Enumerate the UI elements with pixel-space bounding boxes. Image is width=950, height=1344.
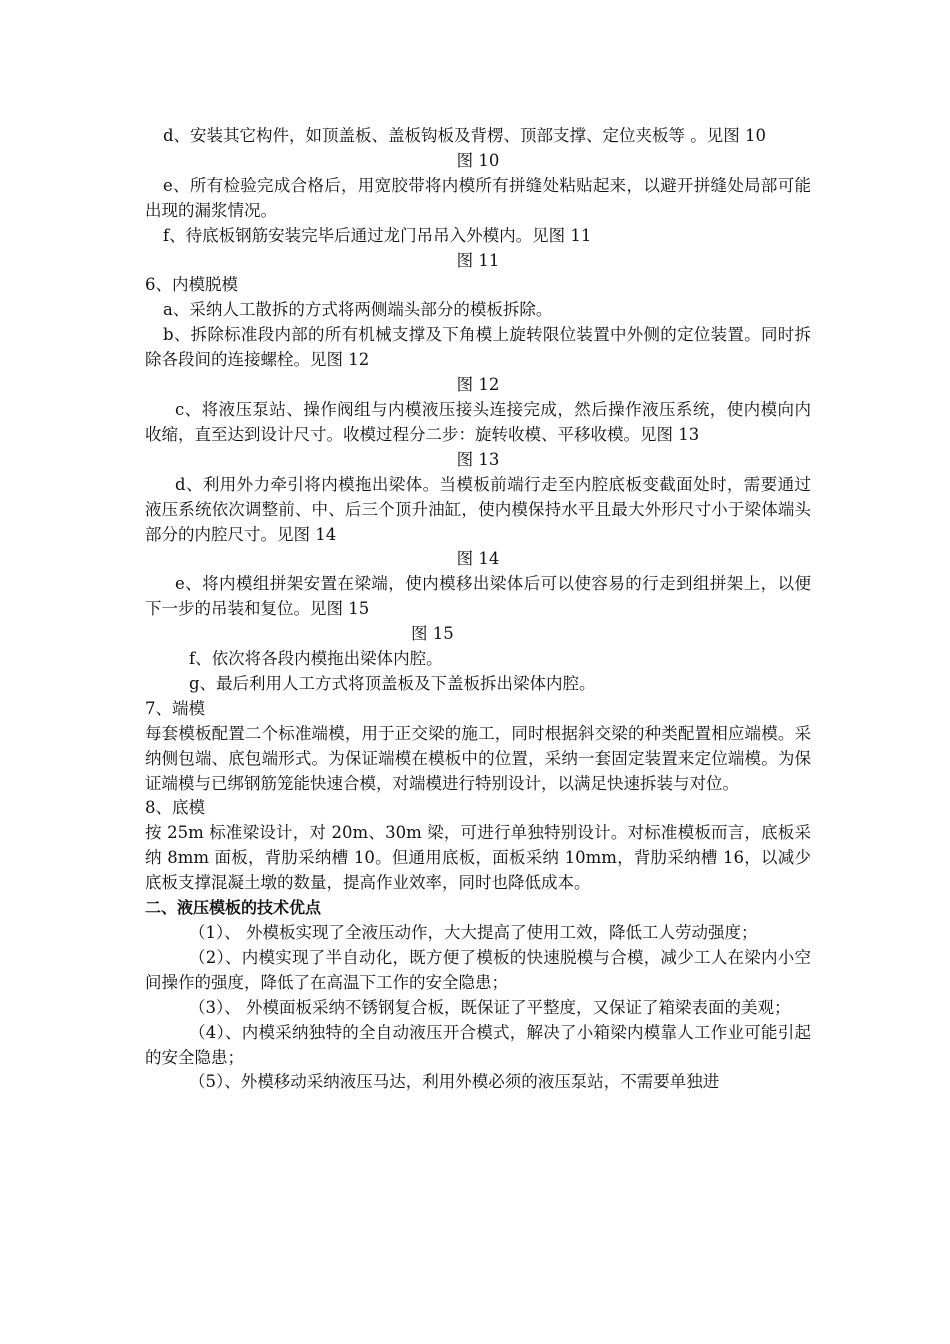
figure-caption-12: 图 12 <box>456 375 500 395</box>
para-f-drag-segments: f、依次将各段内模拖出梁体内腔。 <box>189 649 443 669</box>
section-heading-advantages: 二、液压模板的技术优点 <box>145 898 322 918</box>
para-g-remove-plates: g、最后利用人工方式将顶盖板及下盖板拆出梁体内腔。 <box>189 673 596 693</box>
advantage-1: （1）、 外模板实现了全液压动作，大大提高了使用工效，降低工人劳动强度； <box>189 923 758 942</box>
advantage-5: （5）、外模移动采纳液压马达，利用外模必须的液压泵站，不需要单独进 <box>189 1072 720 1092</box>
para-a-manual-removal: a、采纳人工散拆的方式将两侧端头部分的模板拆除。 <box>163 300 553 320</box>
advantage-2: （2）、内模实现了半自动化，既方便了模板的快速脱模与合模，减少工人在梁内小空间操作的强度，降低了在高温下工作的安全隐患； <box>145 947 811 992</box>
para-c-hydraulic-retract: c、将液压泵站、操作阀组与内模液压接头连接完成，然后操作液压系统，使内模向内收缩，直至达到设计尺寸。收模过程分二步：旋转收模、平移收模。见图 13 <box>145 399 811 444</box>
figure-caption-15: 图 15 <box>411 624 454 644</box>
para-b-remove-supports: b、拆除标准段内部的所有机械支撑及下角模上旋转限位装置中外侧的定位装置。同时拆除各段间的连接螺栓。见图 12 <box>145 325 811 370</box>
figure-caption-14: 图 14 <box>456 549 500 569</box>
para-end-form: 每套模板配置二个标准端模，用于正交梁的施工，同时根据斜交梁的种类配置相应端模。采纳侧包端、底包端形式。为保证端模在模板中的位置，采纳一套固定装置来定位端模。为保证端模与已绑钢筋笼能快速合模，对端模进行特别设计，以满足快速拆装与对位。 <box>145 723 811 793</box>
section-heading-6: 6、内模脱模 <box>145 275 238 295</box>
figure-caption-13: 图 13 <box>456 449 500 469</box>
para-f-lift-into-outer-form: f、待底板钢筋安装完毕后通过龙门吊吊入外模内。见图 11 <box>163 225 592 245</box>
section-heading-7: 7、端模 <box>145 698 205 718</box>
advantage-4: （4）、内模采纳独特的全自动液压开合模式，解决了小箱梁内模靠人工作业可能引起的安全隐患； <box>145 1022 811 1067</box>
para-d-pull-out: d、利用外力牵引将内模拖出梁体。当模板前端行走至内腔底板变截面处时，需要通过液压系统依次调整前、中、后三个顶升油缸，使内模保持水平且最大外形尺寸小于梁体端头部分的内腔尺寸。见图 14 <box>145 474 811 544</box>
figure-caption-10: 图 10 <box>456 150 500 170</box>
para-d-install-components: d、安装其它构件，如顶盖板、盖板钩板及背楞、顶部支撑、定位夹板等 。见图 10 <box>163 126 767 145</box>
advantage-3: （3）、 外模面板采纳不锈钢复合板，既保证了平整度，又保证了箱梁表面的美观； <box>189 997 791 1017</box>
document-page <box>145 124 811 1095</box>
para-bottom-form: 按 25m 标准梁设计，对 20m、30m 梁，可进行单独特别设计。对标准模板而言，底板采纳 8mm 面板，背肋采纳槽 10。但通用底板，面板采纳 10mm，背肋采纳槽 16，以减少底板支撑混凝土墩的数量，提高作业效率，同时也降低成本。 <box>145 823 811 893</box>
para-e-assembly-frame: e、将内模组拼架安置在梁端，使内模移出梁体后可以使容易的行走到组拼架上，以便下一步的吊装和复位。见图 15 <box>145 574 811 619</box>
section-heading-8: 8、底模 <box>145 798 205 818</box>
para-e-tape-seams: e、所有检验完成合格后，用宽胶带将内模所有拼缝处粘贴起来，以避开拼缝处局部可能出现的漏浆情况。 <box>145 175 811 220</box>
figure-caption-11: 图 11 <box>456 250 500 270</box>
